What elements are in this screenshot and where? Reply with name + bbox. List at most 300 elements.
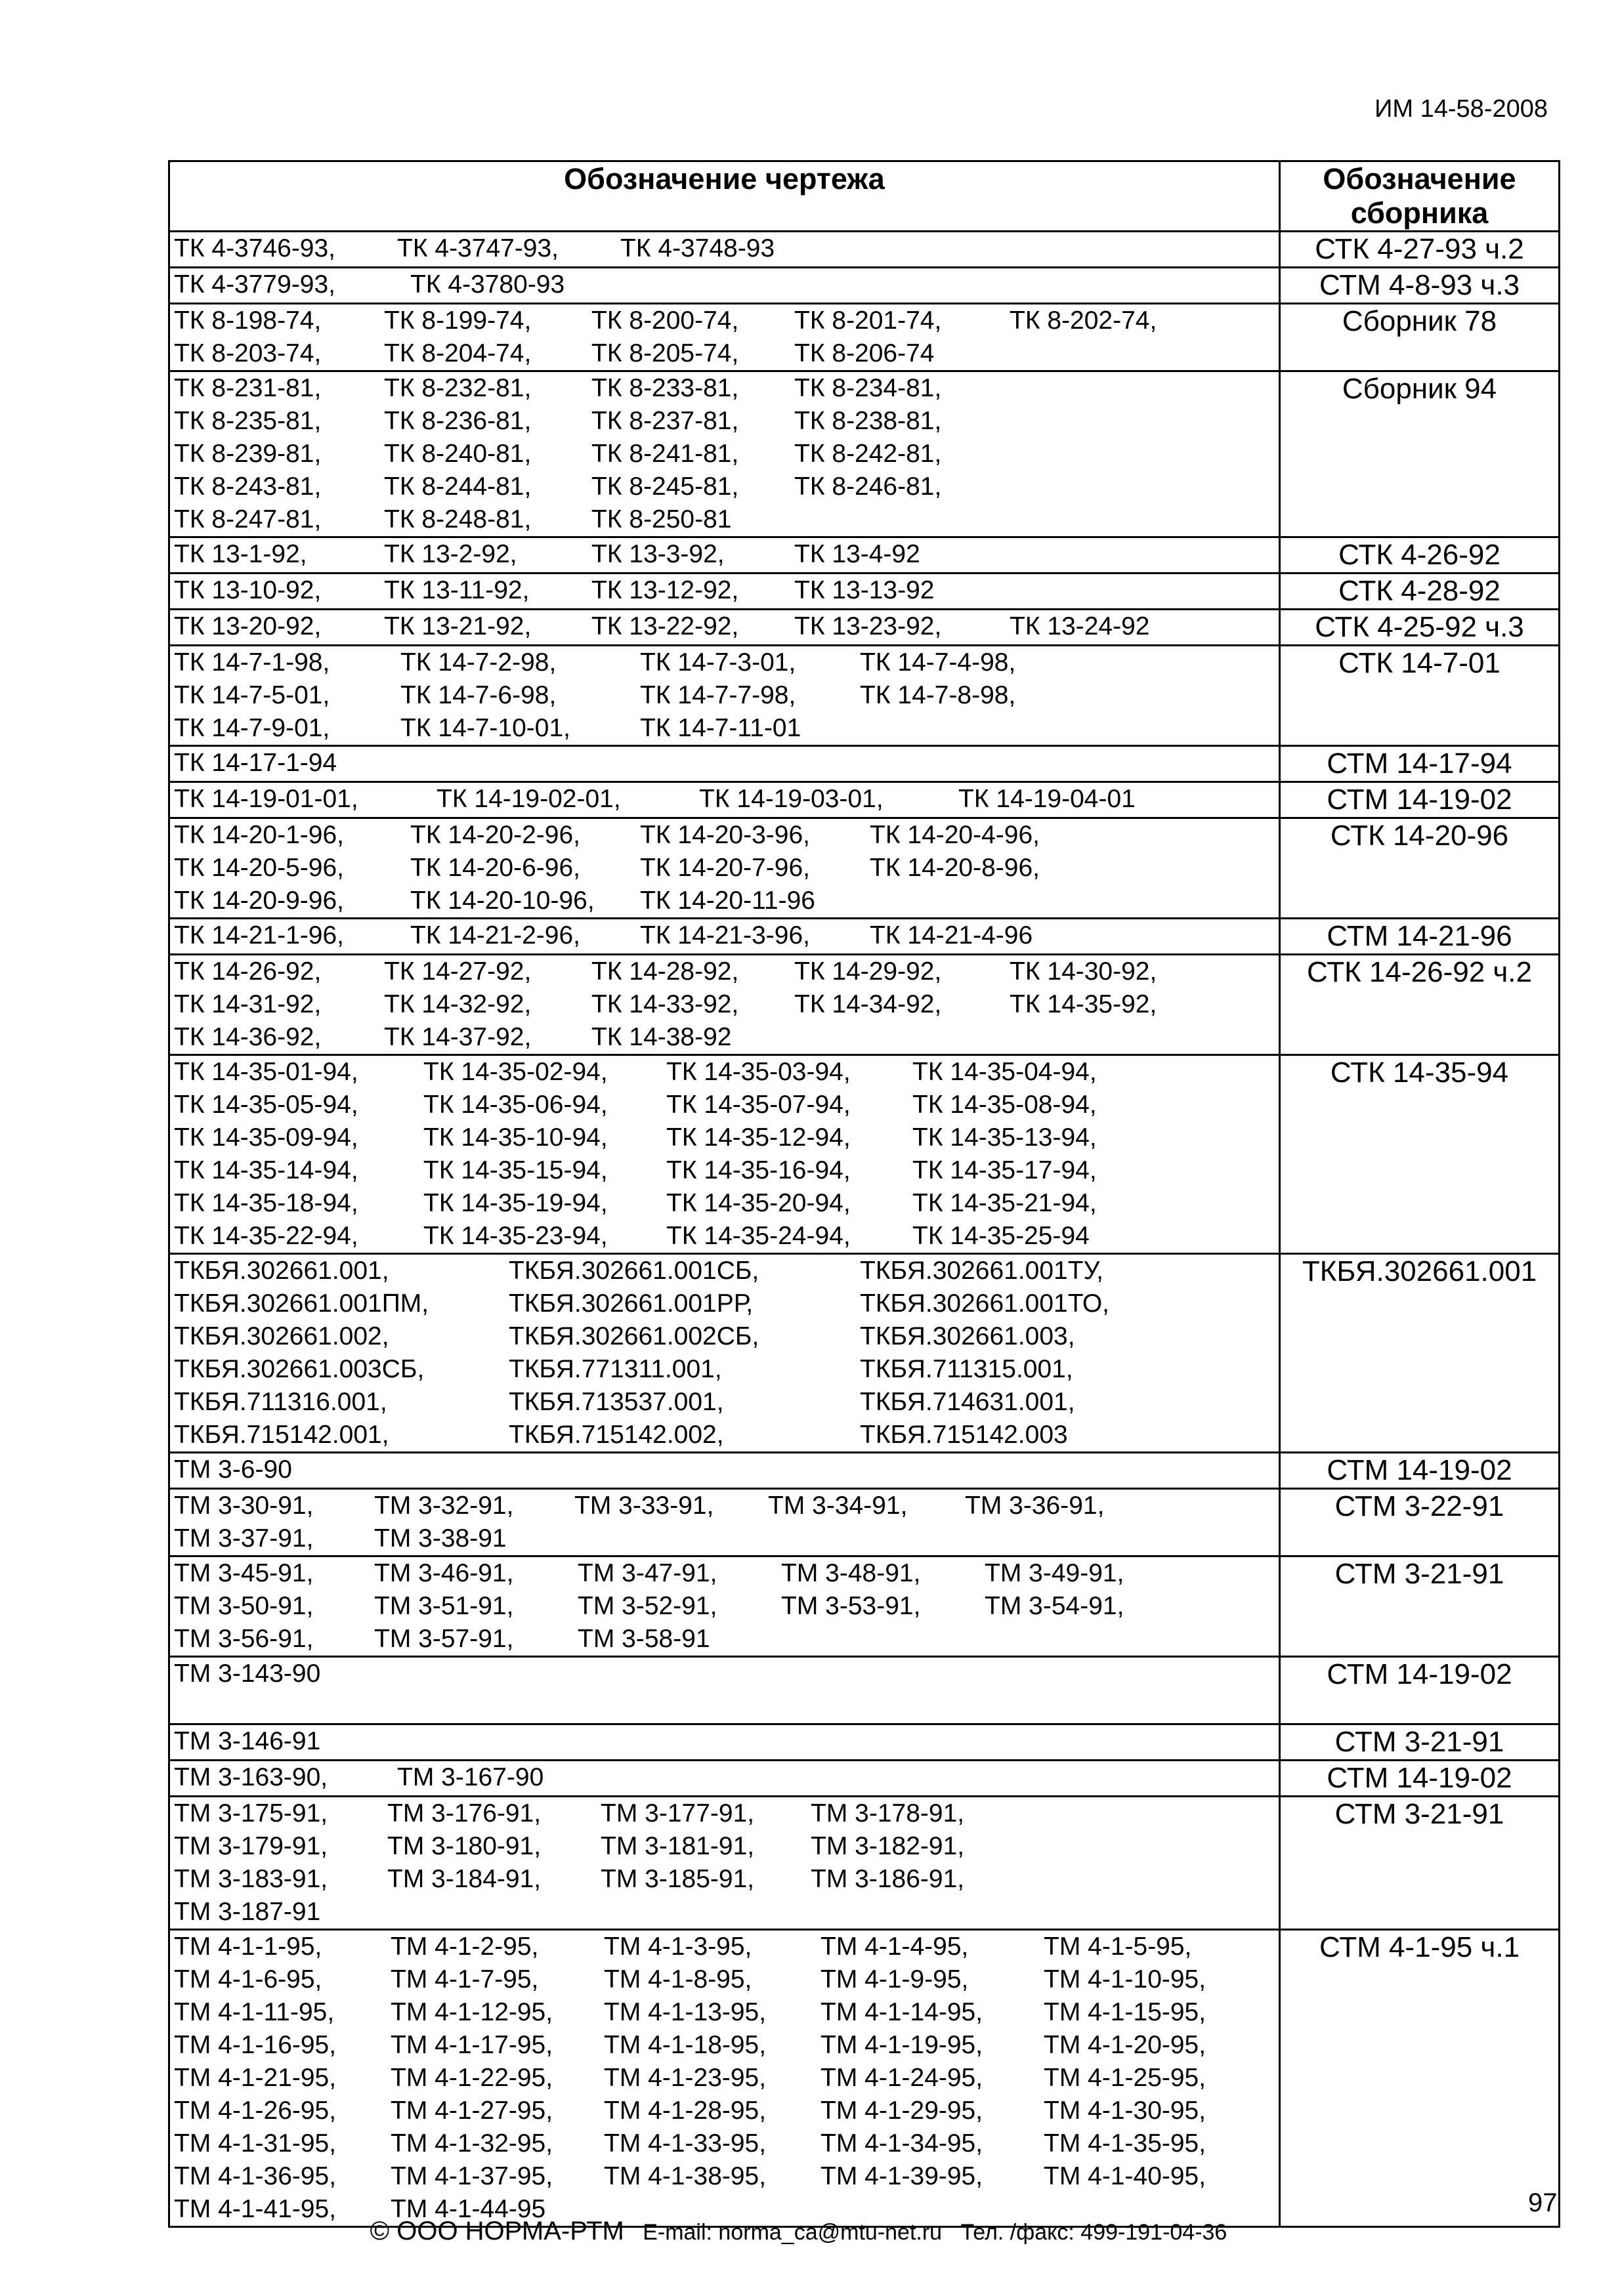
table-row bbox=[169, 782, 1560, 818]
collection-cell: Сборник 94 bbox=[1280, 371, 1560, 537]
drawing-code: ТМ 3-54-91, bbox=[985, 1592, 1124, 1620]
code-line bbox=[174, 1557, 1275, 1590]
drawing-code: ТМ 4-1-41-95, bbox=[174, 2195, 337, 2223]
drawing-code: ТМ 3-57-91, bbox=[374, 1625, 514, 1653]
drawing-code: ТК 4-3748-93 bbox=[620, 234, 775, 262]
footer bbox=[0, 2217, 1597, 2246]
drawing-code: ТМ 4-1-8-95, bbox=[604, 1965, 752, 1993]
table-row bbox=[169, 610, 1560, 646]
drawing-code: ТМ 3-183-91, bbox=[174, 1865, 328, 1893]
drawing-code: ТМ 4-1-20-95, bbox=[1044, 2031, 1206, 2059]
code-line bbox=[174, 955, 1275, 988]
code-line bbox=[174, 852, 1275, 885]
collection-cell: СТК 14-35-94 bbox=[1280, 1055, 1560, 1254]
drawing-code: ТК 8-246-81, bbox=[794, 472, 942, 501]
drawing-code: ТКБЯ.711316.001, bbox=[174, 1388, 387, 1416]
drawing-code: ТК 14-35-10-94, bbox=[423, 1123, 608, 1152]
drawing-code: ТМ 3-56-91, bbox=[174, 1625, 314, 1653]
drawing-code: ТК 14-35-15-94, bbox=[423, 1156, 608, 1184]
drawing-codes-cell bbox=[169, 919, 1280, 955]
drawing-codes-cell bbox=[169, 574, 1280, 610]
table-row bbox=[169, 232, 1560, 268]
drawing-code: ТК 14-19-02-01, bbox=[437, 785, 621, 813]
drawing-code: ТК 14-35-09-94, bbox=[174, 1123, 358, 1152]
drawing-code: ТМ 3-49-91, bbox=[985, 1559, 1124, 1587]
drawing-code: ТК 8-248-81, bbox=[384, 505, 532, 533]
table-row bbox=[169, 1657, 1560, 1724]
drawing-code: ТМ 3-6-90 bbox=[174, 1455, 292, 1484]
drawing-code: ТК 14-29-92, bbox=[794, 957, 942, 986]
drawing-code: ТК 13-10-92, bbox=[174, 576, 322, 604]
drawing-code: ТК 14-31-92, bbox=[174, 990, 322, 1018]
code-line bbox=[174, 1623, 1275, 1656]
drawing-code: ТМ 3-163-90, bbox=[174, 1763, 328, 1791]
drawing-code: ТК 14-30-92, bbox=[1010, 957, 1157, 986]
drawing-code: ТК 14-34-92, bbox=[794, 990, 942, 1018]
drawing-code: ТК 14-7-9-01, bbox=[174, 714, 330, 742]
table-row bbox=[169, 574, 1560, 610]
drawing-code: ТМ 4-1-7-95, bbox=[391, 1965, 539, 1993]
code-line bbox=[174, 1021, 1275, 1054]
table-row bbox=[169, 955, 1560, 1055]
drawing-code: ТМ 4-1-21-95, bbox=[174, 2064, 337, 2092]
drawing-code: ТМ 4-1-27-95, bbox=[391, 2097, 553, 2125]
code-line bbox=[174, 1590, 1275, 1623]
code-line bbox=[174, 1863, 1275, 1896]
table-header-row bbox=[169, 161, 1560, 232]
collection-cell: ТКБЯ.302661.001 bbox=[1280, 1254, 1560, 1453]
drawing-code: ТМ 3-186-91, bbox=[811, 1865, 965, 1893]
drawing-code: ТК 8-250-81 bbox=[591, 505, 732, 533]
drawing-code: ТК 14-20-10-96, bbox=[410, 887, 595, 915]
drawing-code: ТК 4-3779-93, bbox=[174, 270, 336, 299]
code-line bbox=[174, 1154, 1275, 1187]
drawing-codes-cell bbox=[169, 1930, 1280, 2227]
drawing-code: ТМ 4-1-17-95, bbox=[391, 2031, 553, 2059]
drawing-code: ТК 14-21-4-96 bbox=[870, 921, 1033, 950]
table-row bbox=[169, 268, 1560, 304]
code-line bbox=[174, 1255, 1275, 1287]
code-line bbox=[174, 1187, 1275, 1220]
drawing-code: ТМ 3-33-91, bbox=[574, 1492, 714, 1520]
drawing-code: ТК 8-199-74, bbox=[384, 306, 532, 335]
drawing-code: ТМ 3-181-91, bbox=[601, 1832, 755, 1860]
drawing-code: ТМ 4-1-16-95, bbox=[174, 2031, 337, 2059]
code-line bbox=[174, 1490, 1275, 1522]
drawing-code: ТК 14-7-8-98, bbox=[860, 681, 1016, 709]
code-line bbox=[174, 1931, 1275, 1963]
drawing-code: ТК 14-21-3-96, bbox=[640, 921, 811, 950]
drawing-code: ТК 14-26-92, bbox=[174, 957, 322, 986]
code-line bbox=[174, 2127, 1275, 2160]
drawing-code: ТК 8-198-74, bbox=[174, 306, 322, 335]
drawing-code: ТМ 4-1-12-95, bbox=[391, 1998, 553, 2026]
table-row bbox=[169, 1930, 1560, 2227]
table-row bbox=[169, 1724, 1560, 1761]
header-drawing: Обозначение чертежа bbox=[169, 161, 1280, 232]
collection-cell: СТМ 3-22-91 bbox=[1280, 1489, 1560, 1556]
drawing-code: ТК 14-19-03-01, bbox=[699, 785, 884, 813]
code-line bbox=[174, 783, 1275, 816]
drawing-code: ТМ 3-175-91, bbox=[174, 1799, 328, 1827]
code-line bbox=[174, 988, 1275, 1021]
code-line bbox=[174, 1725, 1275, 1758]
drawing-code: ТК 14-20-3-96, bbox=[640, 821, 811, 849]
collection-cell: СТМ 14-19-02 bbox=[1280, 782, 1560, 818]
drawing-code: ТМ 4-1-37-95, bbox=[391, 2162, 553, 2190]
drawing-code: ТК 14-20-2-96, bbox=[410, 821, 581, 849]
drawing-codes-cell bbox=[169, 1797, 1280, 1930]
code-line bbox=[174, 679, 1275, 712]
drawing-code: ТК 8-243-81, bbox=[174, 472, 322, 501]
drawing-code: ТМ 4-1-32-95, bbox=[391, 2129, 553, 2158]
drawing-code: ТК 8-245-81, bbox=[591, 472, 739, 501]
drawing-code: ТК 14-7-10-01, bbox=[400, 714, 571, 742]
drawing-codes-cell bbox=[169, 610, 1280, 646]
collection-cell: СТМ 3-21-91 bbox=[1280, 1797, 1560, 1930]
drawing-codes-cell bbox=[169, 1556, 1280, 1657]
document-code: ИМ 14-58-2008 bbox=[1374, 95, 1548, 123]
drawing-code: ТК 14-35-18-94, bbox=[174, 1189, 358, 1217]
drawing-codes-cell bbox=[169, 818, 1280, 919]
drawing-code: ТМ 4-1-34-95, bbox=[820, 2129, 983, 2158]
drawing-codes-cell bbox=[169, 1453, 1280, 1489]
footer-phone: Тел. /факс: 499-191-04-36 bbox=[960, 2220, 1227, 2245]
code-line bbox=[174, 1121, 1275, 1154]
collection-cell: СТМ 14-17-94 bbox=[1280, 746, 1560, 782]
code-line bbox=[174, 819, 1275, 852]
table-row bbox=[169, 371, 1560, 537]
drawing-codes-cell bbox=[169, 782, 1280, 818]
drawing-code: ТМ 4-1-13-95, bbox=[604, 1998, 767, 2026]
drawing-code: ТМ 3-178-91, bbox=[811, 1799, 965, 1827]
drawing-code: ТК 14-7-3-01, bbox=[640, 648, 796, 677]
drawing-code: ТК 8-206-74 bbox=[794, 339, 935, 367]
code-line bbox=[174, 919, 1275, 952]
drawing-code: ТКБЯ.302661.001ПМ, bbox=[174, 1289, 429, 1318]
drawing-code: ТК 14-35-06-94, bbox=[423, 1091, 608, 1119]
drawing-code: ТК 14-21-1-96, bbox=[174, 921, 345, 950]
drawing-code: ТК 8-239-81, bbox=[174, 440, 322, 468]
code-line bbox=[174, 1963, 1275, 1996]
drawing-code: ТМ 4-1-6-95, bbox=[174, 1965, 322, 1993]
table-row bbox=[169, 304, 1560, 371]
drawing-code: ТМ 4-1-14-95, bbox=[820, 1998, 983, 2026]
drawing-code: ТК 14-7-1-98, bbox=[174, 648, 330, 677]
drawing-code: ТК 14-33-92, bbox=[591, 990, 739, 1018]
drawing-code: ТК 14-36-92, bbox=[174, 1023, 322, 1051]
drawing-code: ТК 14-27-92, bbox=[384, 957, 532, 986]
drawing-code: ТМ 4-1-33-95, bbox=[604, 2129, 767, 2158]
drawing-codes-cell bbox=[169, 537, 1280, 574]
drawing-code: ТК 4-3747-93, bbox=[397, 234, 559, 262]
code-line bbox=[174, 470, 1275, 503]
drawing-code: ТК 14-35-92, bbox=[1010, 990, 1157, 1018]
code-line bbox=[174, 304, 1275, 337]
drawing-code: ТК 8-204-74, bbox=[384, 339, 532, 367]
drawing-code: ТКБЯ.711315.001, bbox=[860, 1355, 1073, 1383]
drawing-code: ТК 13-13-92 bbox=[794, 576, 935, 604]
drawing-code: ТК 14-35-05-94, bbox=[174, 1091, 358, 1119]
code-line bbox=[174, 1658, 1275, 1690]
code-line bbox=[174, 1830, 1275, 1863]
drawing-code: ТК 13-23-92, bbox=[794, 612, 942, 640]
table-row bbox=[169, 1761, 1560, 1797]
drawing-code: ТК 14-7-2-98, bbox=[400, 648, 557, 677]
header-collection: Обозначение сборника bbox=[1280, 161, 1560, 232]
drawing-code: ТК 14-7-4-98, bbox=[860, 648, 1016, 677]
drawing-code: ТК 14-35-22-94, bbox=[174, 1222, 358, 1250]
code-line bbox=[174, 1690, 1275, 1723]
collection-cell: СТК 4-26-92 bbox=[1280, 537, 1560, 574]
drawing-code: ТК 14-35-03-94, bbox=[666, 1058, 851, 1086]
drawing-code: ТК 14-21-2-96, bbox=[410, 921, 581, 950]
code-line bbox=[174, 1386, 1275, 1419]
collection-cell: СТМ 3-21-91 bbox=[1280, 1556, 1560, 1657]
drawing-code: ТК 14-35-04-94, bbox=[912, 1058, 1097, 1086]
drawing-code: ТМ 4-1-38-95, bbox=[604, 2162, 767, 2190]
drawing-code: ТКБЯ.302661.003СБ, bbox=[174, 1355, 425, 1383]
drawing-code: ТК 14-19-04-01 bbox=[958, 785, 1136, 813]
drawing-code: ТМ 3-38-91 bbox=[374, 1524, 507, 1553]
table-row bbox=[169, 1254, 1560, 1453]
code-line bbox=[174, 1996, 1275, 2029]
drawing-codes-cell bbox=[169, 746, 1280, 782]
drawing-codes-cell bbox=[169, 371, 1280, 537]
code-line bbox=[174, 1797, 1275, 1830]
drawing-code: ТМ 4-1-25-95, bbox=[1044, 2064, 1206, 2092]
drawing-code: ТМ 4-1-11-95, bbox=[174, 1998, 335, 2026]
collection-cell: СТМ 14-19-02 bbox=[1280, 1453, 1560, 1489]
drawing-code: ТМ 3-182-91, bbox=[811, 1832, 965, 1860]
code-line bbox=[174, 1453, 1275, 1486]
code-line bbox=[174, 2095, 1275, 2127]
drawing-code: ТМ 4-1-2-95, bbox=[391, 1932, 539, 1961]
drawing-code: ТМ 3-46-91, bbox=[374, 1559, 514, 1587]
drawing-code: ТМ 4-1-29-95, bbox=[820, 2097, 983, 2125]
drawing-code: ТК 8-247-81, bbox=[174, 505, 322, 533]
drawing-code: ТМ 3-185-91, bbox=[601, 1865, 755, 1893]
collection-cell: СТК 14-20-96 bbox=[1280, 818, 1560, 919]
drawing-code: ТКБЯ.714631.001, bbox=[860, 1388, 1075, 1416]
drawing-code: ТМ 3-184-91, bbox=[387, 1865, 542, 1893]
drawing-code: ТК 14-20-11-96 bbox=[640, 887, 815, 915]
drawing-code: ТКБЯ.713537.001, bbox=[509, 1388, 724, 1416]
drawing-code: ТК 13-24-92 bbox=[1010, 612, 1150, 640]
code-line bbox=[174, 1896, 1275, 1929]
drawing-code: ТК 8-231-81, bbox=[174, 374, 322, 402]
drawing-code: ТК 14-20-7-96, bbox=[640, 854, 811, 882]
drawing-code: ТК 14-35-19-94, bbox=[423, 1189, 608, 1217]
code-line bbox=[174, 747, 1275, 780]
footer-email: E-mail: norma_ca@mtu-net.ru bbox=[643, 2220, 943, 2245]
code-line bbox=[174, 1287, 1275, 1320]
drawing-code: ТМ 3-32-91, bbox=[374, 1492, 514, 1520]
drawing-code: ТК 14-35-23-94, bbox=[423, 1222, 608, 1250]
code-line bbox=[174, 337, 1275, 370]
drawing-code: ТКБЯ.302661.001ТУ, bbox=[860, 1257, 1103, 1285]
code-line bbox=[174, 538, 1275, 571]
table-row bbox=[169, 646, 1560, 746]
drawing-code: ТК 14-35-25-94 bbox=[912, 1222, 1090, 1250]
drawing-code: ТК 14-20-5-96, bbox=[174, 854, 345, 882]
drawing-code: ТМ 3-30-91, bbox=[174, 1492, 314, 1520]
drawing-code: ТК 14-20-9-96, bbox=[174, 887, 345, 915]
table-row bbox=[169, 1797, 1560, 1930]
drawing-code: ТК 14-35-02-94, bbox=[423, 1058, 608, 1086]
table-row bbox=[169, 1556, 1560, 1657]
collection-cell: СТК 14-26-92 ч.2 bbox=[1280, 955, 1560, 1055]
code-line bbox=[174, 712, 1275, 745]
collection-cell: Сборник 78 bbox=[1280, 304, 1560, 371]
drawing-code: ТМ 4-1-1-95, bbox=[174, 1932, 322, 1961]
drawing-code: ТК 14-7-5-01, bbox=[174, 681, 330, 709]
drawing-code: ТК 4-3746-93, bbox=[174, 234, 336, 262]
drawing-codes-cell bbox=[169, 955, 1280, 1055]
code-line bbox=[174, 1761, 1275, 1794]
drawing-code: ТМ 3-50-91, bbox=[174, 1592, 314, 1620]
drawing-code: ТК 8-234-81, bbox=[794, 374, 942, 402]
code-line bbox=[174, 503, 1275, 536]
drawing-codes-cell bbox=[169, 1657, 1280, 1724]
drawing-code: ТК 14-17-1-94 bbox=[174, 749, 337, 777]
drawing-code: ТК 14-32-92, bbox=[384, 990, 532, 1018]
table-row bbox=[169, 818, 1560, 919]
drawing-code: ТК 8-237-81, bbox=[591, 407, 739, 435]
drawing-code: ТК 13-4-92 bbox=[794, 540, 920, 568]
drawing-code: ТМ 4-1-26-95, bbox=[174, 2097, 337, 2125]
drawing-codes-cell bbox=[169, 1761, 1280, 1797]
table-row bbox=[169, 1453, 1560, 1489]
drawing-code: ТМ 4-1-5-95, bbox=[1044, 1932, 1192, 1961]
drawing-code: ТК 14-35-16-94, bbox=[666, 1156, 851, 1184]
drawing-code: ТМ 4-1-30-95, bbox=[1044, 2097, 1206, 2125]
drawing-code: ТК 14-20-6-96, bbox=[410, 854, 581, 882]
collection-cell: СТМ 14-19-02 bbox=[1280, 1761, 1560, 1797]
drawing-code: ТК 14-20-1-96, bbox=[174, 821, 345, 849]
drawing-code: ТМ 3-177-91, bbox=[601, 1799, 755, 1827]
drawing-code: ТКБЯ.302661.002, bbox=[174, 1322, 389, 1350]
drawing-code: ТК 8-238-81, bbox=[794, 407, 942, 435]
drawing-code: ТК 8-203-74, bbox=[174, 339, 322, 367]
collection-cell: СТМ 4-8-93 ч.3 bbox=[1280, 268, 1560, 304]
drawing-code: ТК 14-28-92, bbox=[591, 957, 739, 986]
code-line bbox=[174, 1353, 1275, 1386]
code-line bbox=[174, 1089, 1275, 1121]
collection-cell: СТК 4-27-93 ч.2 bbox=[1280, 232, 1560, 268]
drawing-code: ТКБЯ.771311.001, bbox=[509, 1355, 722, 1383]
code-line bbox=[174, 1522, 1275, 1555]
drawing-code: ТК 8-205-74, bbox=[591, 339, 739, 367]
code-line bbox=[174, 1419, 1275, 1451]
drawing-code: ТК 14-35-21-94, bbox=[912, 1189, 1097, 1217]
code-line bbox=[174, 2062, 1275, 2095]
collection-cell: СТК 4-28-92 bbox=[1280, 574, 1560, 610]
drawing-code: ТК 8-241-81, bbox=[591, 440, 739, 468]
drawing-code: ТК 13-2-92, bbox=[384, 540, 517, 568]
drawing-code: ТМ 3-143-90 bbox=[174, 1659, 321, 1688]
drawing-code: ТМ 4-1-10-95, bbox=[1044, 1965, 1206, 1993]
drawing-code: ТМ 3-36-91, bbox=[965, 1492, 1105, 1520]
drawing-code: ТМ 3-180-91, bbox=[387, 1832, 542, 1860]
drawing-code: ТМ 4-1-18-95, bbox=[604, 2031, 767, 2059]
drawing-code: ТМ 3-51-91, bbox=[374, 1592, 514, 1620]
drawing-code: ТК 14-7-11-01 bbox=[640, 714, 801, 742]
drawing-code: ТК 8-235-81, bbox=[174, 407, 322, 435]
drawing-code: ТК 14-35-08-94, bbox=[912, 1091, 1097, 1119]
drawing-codes-cell bbox=[169, 1055, 1280, 1254]
drawing-code: ТМ 3-179-91, bbox=[174, 1832, 328, 1860]
drawing-code: ТМ 4-1-44-95 bbox=[391, 2195, 546, 2223]
drawing-code: ТМ 3-53-91, bbox=[781, 1592, 921, 1620]
code-line bbox=[174, 610, 1275, 643]
drawing-code: ТМ 3-58-91 bbox=[578, 1625, 710, 1653]
drawing-code: ТК 8-232-81, bbox=[384, 374, 532, 402]
drawing-code: ТКБЯ.302661.001СБ, bbox=[509, 1257, 759, 1285]
drawing-code: ТМ 3-146-91 bbox=[174, 1727, 321, 1755]
drawing-code: ТКБЯ.302661.003, bbox=[860, 1322, 1075, 1350]
drawing-code: ТК 13-11-92, bbox=[384, 576, 530, 604]
drawing-code: ТК 13-12-92, bbox=[591, 576, 739, 604]
drawing-codes-cell bbox=[169, 1489, 1280, 1556]
drawing-code: ТК 13-3-92, bbox=[591, 540, 725, 568]
drawing-code: ТК 8-236-81, bbox=[384, 407, 532, 435]
drawing-codes-cell bbox=[169, 1254, 1280, 1453]
drawing-code: ТК 14-35-13-94, bbox=[912, 1123, 1097, 1152]
drawing-code: ТМ 4-1-23-95, bbox=[604, 2064, 767, 2092]
drawing-code: ТМ 4-1-15-95, bbox=[1044, 1998, 1206, 2026]
drawing-code: ТК 8-202-74, bbox=[1010, 306, 1157, 335]
drawing-code: ТК 14-7-6-98, bbox=[400, 681, 557, 709]
code-line bbox=[174, 2160, 1275, 2193]
drawing-code: ТК 14-20-8-96, bbox=[870, 854, 1040, 882]
footer-copyright: © ООО НОРМА-РТМ bbox=[370, 2217, 624, 2245]
drawing-code: ТМ 4-1-22-95, bbox=[391, 2064, 553, 2092]
drawing-code: ТМ 4-1-35-95, bbox=[1044, 2129, 1206, 2158]
drawing-code: ТК 14-35-24-94, bbox=[666, 1222, 851, 1250]
drawing-code: ТМ 4-1-28-95, bbox=[604, 2097, 767, 2125]
drawings-table bbox=[168, 160, 1560, 2228]
drawing-code: ТК 14-38-92 bbox=[591, 1023, 732, 1051]
drawing-code: ТК 14-35-17-94, bbox=[912, 1156, 1097, 1184]
collection-cell: СТМ 14-19-02 bbox=[1280, 1657, 1560, 1724]
code-line bbox=[174, 1220, 1275, 1253]
table-row bbox=[169, 1055, 1560, 1254]
drawing-code: ТК 8-201-74, bbox=[794, 306, 942, 335]
drawing-code: ТМ 3-167-90 bbox=[397, 1763, 544, 1791]
drawing-code: ТКБЯ.302661.001РР, bbox=[509, 1289, 754, 1318]
drawing-code: ТМ 4-1-9-95, bbox=[820, 1965, 969, 1993]
drawing-codes-cell bbox=[169, 232, 1280, 268]
drawing-code: ТК 8-242-81, bbox=[794, 440, 942, 468]
table-row bbox=[169, 919, 1560, 955]
collection-cell: СТК 4-25-92 ч.3 bbox=[1280, 610, 1560, 646]
drawing-code: ТМ 4-1-4-95, bbox=[820, 1932, 969, 1961]
drawing-code: ТМ 3-45-91, bbox=[174, 1559, 314, 1587]
drawing-code: ТК 13-20-92, bbox=[174, 612, 322, 640]
drawing-code: ТМ 4-1-3-95, bbox=[604, 1932, 752, 1961]
collection-cell: СТМ 4-1-95 ч.1 bbox=[1280, 1930, 1560, 2227]
drawing-code: ТК 14-37-92, bbox=[384, 1023, 532, 1051]
drawing-code: ТК 13-1-92, bbox=[174, 540, 307, 568]
code-line bbox=[174, 405, 1275, 438]
drawing-code: ТК 13-22-92, bbox=[591, 612, 739, 640]
drawing-code: ТК 14-35-12-94, bbox=[666, 1123, 851, 1152]
drawing-code: ТМ 3-176-91, bbox=[387, 1799, 542, 1827]
drawing-code: ТК 4-3780-93 bbox=[410, 270, 565, 299]
drawing-code: ТКБЯ.715142.003 bbox=[860, 1421, 1068, 1449]
drawing-code: ТК 8-240-81, bbox=[384, 440, 532, 468]
